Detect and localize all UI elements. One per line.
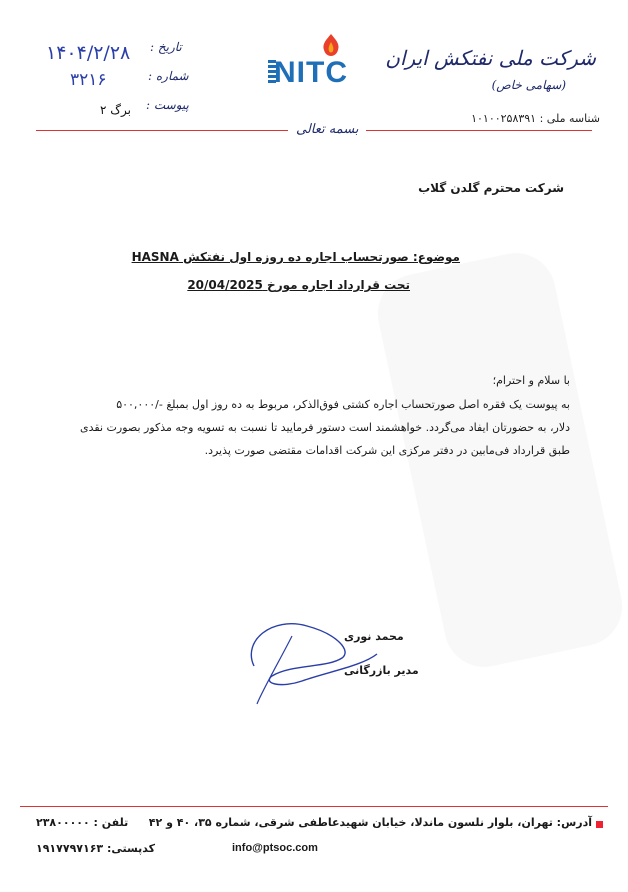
- handwritten-signature: [232, 596, 382, 706]
- footer-phone: تلفن : ۲۳۸۰۰۰۰۰: [36, 816, 129, 829]
- national-id-label: شناسه ملی :: [539, 112, 600, 125]
- watermark-logo: [349, 232, 628, 689]
- paragraph-line: به پیوست یک فقره اصل صورتحساب اجاره کشتی فوق‌الذکر، مربوط به ده روز اول بمبلغ -/۵۰۰,۰۰۰: [116, 398, 570, 411]
- company-subtitle: (سهامی خاص): [491, 78, 566, 92]
- footer-address: آدرس: تهران، بلوار نلسون ماندلا، خیابان شهیدعاطفی شرقی، شماره ۳۵، ۴۰ و ۴۲: [148, 816, 592, 829]
- footer-email[interactable]: info@ptsoc.com: [232, 842, 318, 854]
- company-name: شرکت ملی نفتکش ایران: [385, 46, 596, 70]
- flame-icon: [316, 32, 346, 58]
- greeting: با سلام و احترام؛: [492, 374, 570, 387]
- footer-postal-code: کدپستی: ۱۹۱۷۷۹۷۱۶۳: [36, 842, 156, 855]
- subject-contract: تحت قرارداد اجاره مورخ 20/04/2025: [187, 278, 410, 292]
- national-id-value: ۱۰۱۰۰۲۵۸۳۹۱: [471, 112, 537, 125]
- logo-text: NITC: [274, 56, 348, 89]
- handwritten-attachment: ۲ برگ: [100, 103, 131, 117]
- nitc-logo: [268, 36, 368, 92]
- address-bullet-icon: [596, 821, 603, 828]
- subject: موضوع: صورتحساب اجاره ده روزه اول نفتکش HASNA: [131, 250, 460, 264]
- date-label: تاریخ :: [150, 40, 182, 54]
- signatory-name: محمد نوری: [344, 630, 404, 643]
- attachment-label: پیوست :: [146, 98, 189, 112]
- number-label: شماره :: [148, 69, 189, 83]
- national-id: [471, 112, 600, 125]
- recipient: شرکت محترم گلدن گلاب: [418, 181, 564, 195]
- handwritten-number: ۳۲۱۶: [70, 70, 107, 90]
- paragraph-line: دلار، به حضورتان ایفاد می‌گردد. خواهشمند است دستور فرمایید تا نسبت به تسویه وجه مذکور بصورت نقدی: [80, 421, 570, 434]
- signatory-title: مدیر بازرگانی: [344, 664, 419, 677]
- paragraph-line: طبق قرارداد فی‌مابین در دفتر مرکزی این شرکت اقدامات مقتضی صورت پذیرد.: [204, 444, 570, 457]
- handwritten-date: ۱۴۰۴/۲/۲۸: [46, 42, 131, 64]
- basmala: بسمه تعالی: [288, 122, 366, 137]
- footer-divider: [20, 806, 608, 807]
